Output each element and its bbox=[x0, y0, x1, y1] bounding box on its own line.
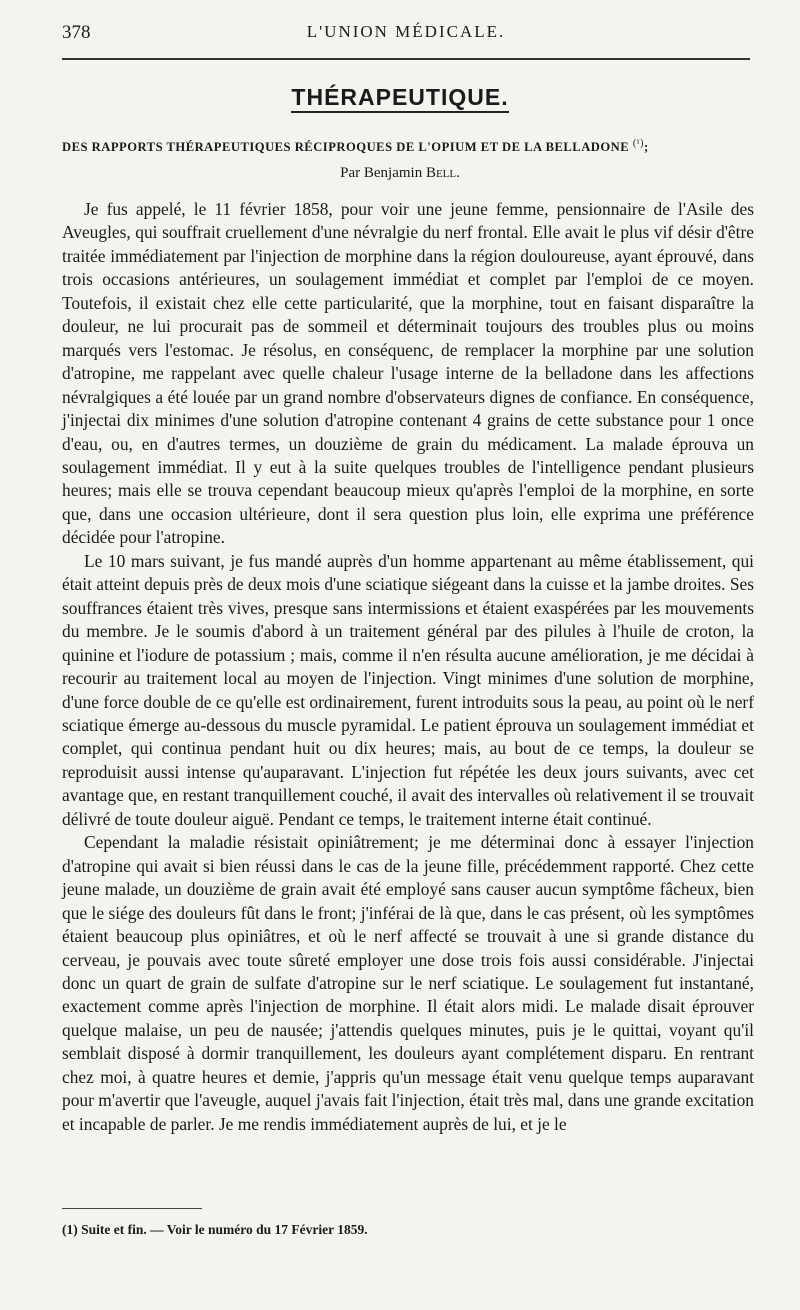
paragraph-3: Cependant la maladie résistait opiniâtrement; je me déterminai donc à essayer l'injection d'atropine qui avait si bien réussi dans le cas de la jeune fille, précédemment rapporté. Chez cette jeune malade, un douzième de grain avait été employé sans causer aucun symptôme fâcheux, bien que le siége des douleurs fût dans le front; j'inférai de là que, dans le cas présent, où les symptômes étaient beaucoup plus opiniâtres, et où le nerf affecté se trouvait à une si grande distance du cerveau, je pouvais avec toute sûreté employer une dose trois fois aussi considérable. J'injectai donc un quart de grain de sulfate d'atropine sur le nerf sciatique. Le soulagement fut instantané, exactement comme après l'injection de morphine. Il était alors midi. Le malade disait éprouver quelque malaise, un peu de nausée; j'attendis quelques minutes, puis je le quittai, voyant qu'il semblait disposé à dormir tranquillement, les douleurs ayant complétement disparu. En rentrant chez moi, à quatre heures et demie, j'appris qu'un message était venu quelque temps auparavant pour m'avertir que l'aveugle, auquel j'avais fait l'injection, était très mal, dans une grande excitation et incapable de parler. Je me rendis immédiatement auprès de lui, et je le bbox=[62, 832, 754, 1134]
section-title-text: THÉRAPEUTIQUE. bbox=[291, 84, 508, 113]
page-number: 378 bbox=[62, 22, 91, 43]
paragraph-2: Le 10 mars suivant, je fus mandé auprès d'un homme appartenant au même établissement, qui était atteint depuis près de deux mois d'une sciatique siégeant dans la cuisse et la jambe droites. Ses souffrances étaient très vives, presque sans intermissions et étaient exaspérées par les mouvements du membre. Je le soumis d'abord à un traitement général par des pilules à l'huile de croton, la quinine et l'iodure de potassium ; mais, comme il n'en résulta aucune amélioration, je me décidai à recourir au traitement local au moyen de l'injection. Vingt minimes d'une solution de morphine, d'une force double de ce qu'elle est ordinairement, furent introduits sous la peau, au point où le nerf sciatique émerge au-dessous du muscle pyramidal. Le patient éprouva un soulagement immédiat et complet, qui continua pendant huit ou dix heures; mais, au bout de ce temps, la douleur se reproduisit aussi intense qu'auparavant. L'injection fut répétée les deux jours suivants, avec cet avantage que, en restant tranquillement couché, il avait des intervalles où relativement il se trouvait délivré de toute douleur aiguë. Pendant ce temps, le traitement interne était continué. bbox=[62, 550, 754, 829]
footnote-reference: (¹) bbox=[632, 138, 645, 149]
header-rule bbox=[62, 58, 750, 60]
paragraph-1: Je fus appelé, le 11 février 1858, pour voir une jeune femme, pensionnaire de l'Asile des Aveugles, qui souffrait cruellement d'une névralgie du nerf frontal. Elle avait le plus vif désir d'être traitée immédiatement par l'injection de morphine dans la région douloureuse, ayant éprouvé, dans trois occasions antérieures, un soulagement immédiat et complet par l'emploi de ce moyen. Toutefois, il existait chez elle cette particularité, que la morphine, tout en faisant disparaître la douleur, ne lui procurait pas de sommeil et déterminait toujours des troubles plus ou moins marqués vers l'estomac. Je résolus, en conséquenc, de remplacer la morphine par une solution d'atropine, me rappelant avec quelle chaleur l'usage interne de la belladone dans les affections névralgiques a été louée par un grand nombre d'observateurs dignes de confiance. En conséquence, j'injectai dix minimes d'une solution d'atropine contenant 4 grains de cette substance pour 1 once d'eau, ou, en d'autres termes, un douzième de grain du médicament. La malade éprouva un soulagement immédiat. Il y eut à la suite quelques troubles de l'intelligence pendant plusieurs heures; mais elle se trouva cependant beaucoup mieux qu'après l'emploi de la morphine, en sorte que, dans une occasion ultérieure, dont il sera question plus loin, elle exprima une préférence décidée pour l'atropine. bbox=[62, 199, 754, 548]
article-title-end: ; bbox=[644, 140, 649, 155]
section-title bbox=[0, 84, 800, 111]
journal-title: L'UNION MÉDICALE. bbox=[306, 22, 506, 41]
article-body bbox=[62, 198, 754, 1136]
byline bbox=[0, 165, 800, 182]
footnote-rule bbox=[62, 1208, 202, 1209]
byline-prefix: Par Benjamin bbox=[340, 165, 426, 181]
author-name: Bell. bbox=[425, 165, 460, 181]
running-head bbox=[62, 22, 750, 48]
article-title bbox=[62, 138, 760, 155]
article-title-text: DES RAPPORTS THÉRAPEUTIQUES RÉCIPROQUES DE L'OPIUM ET DE LA BELLADONE bbox=[62, 140, 630, 155]
footnote: (1) Suite et fin. — Voir le numéro du 17 Février 1859. bbox=[62, 1222, 368, 1237]
